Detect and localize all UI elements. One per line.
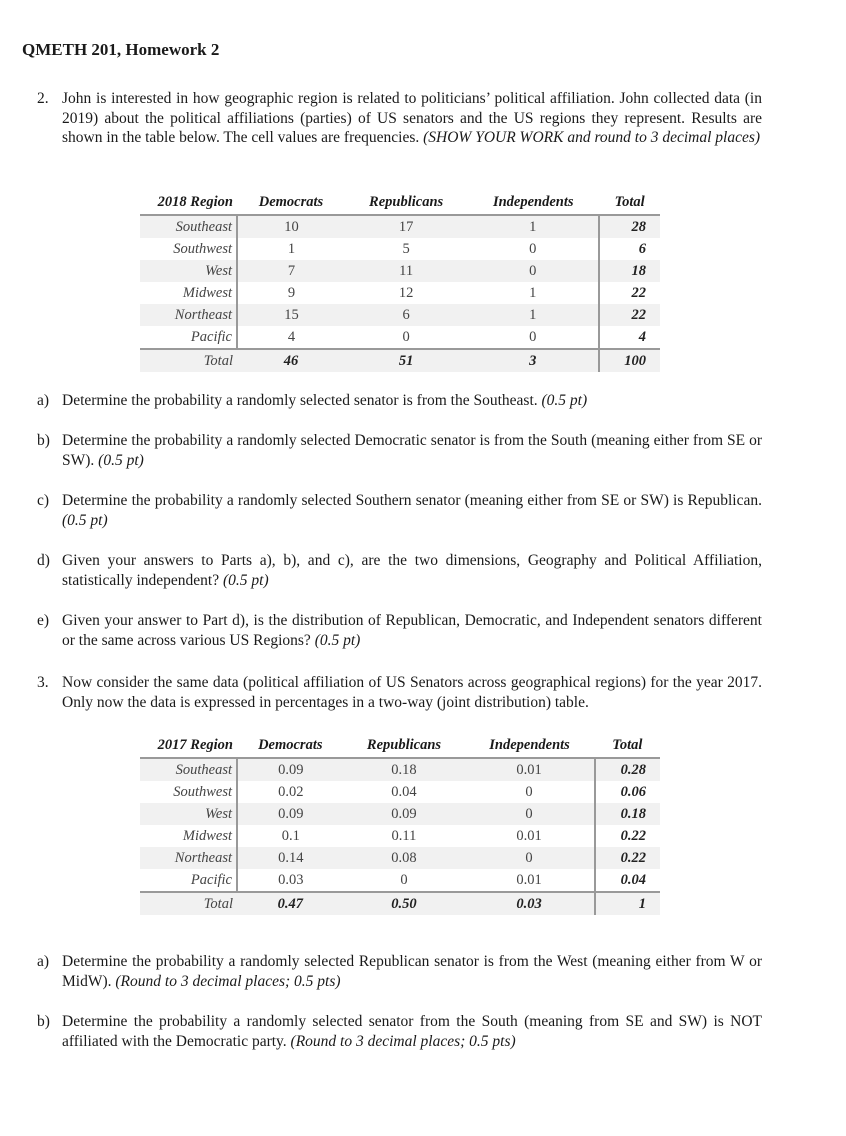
column-header: Republicans [345,190,467,215]
column-header: Independents [464,733,594,758]
row-total-cell: 22 [599,282,660,304]
sub-question-label: e) [37,612,50,629]
value-cell: 7 [237,260,345,282]
value-cell: 0 [400,871,408,888]
region-cell: Southeast [140,215,237,238]
question-text: John is interested in how geographic region is related to politicians’ political affiliation. John collected data (in 2019) about the political affiliations (parties) of US senators and the US regions they represent. Results are shown in the table below. The cell values are frequencies. [62,90,762,147]
table-row [140,825,660,847]
table-row [140,326,660,349]
sub-question-points: (Round to 3 decimal places; 0.5 pts) [290,1032,516,1050]
column-total-cell: 0.03 [464,892,594,915]
value-cell: 0.01 [464,758,594,781]
column-total-cell: 46 [237,349,345,372]
value-cell: 0 [525,783,533,800]
row-total-cell: 0.22 [595,825,660,847]
value-cell: 4 [287,328,296,345]
table-row [140,215,660,238]
region-cell: West [140,803,237,825]
value-cell: 0.01 [516,871,542,888]
sub-question-text: Determine the probability a randomly selected senator from the South (meaning from SE and SW) is NOT affiliated with the Democratic party. [62,1013,762,1050]
column-total-cell: 100 [599,349,660,372]
question-2 [37,89,762,148]
table-row [140,304,660,326]
sub-question-label: b) [37,1013,50,1030]
frequency-table-2018 [140,190,660,372]
page-title: QMETH 201, Homework 2 [22,40,220,59]
value-cell: 11 [345,260,467,282]
value-cell: 0 [529,240,537,257]
region-cell: West [140,260,237,282]
column-header: Democrats [237,733,344,758]
value-cell: 10 [237,215,345,238]
value-cell: 0 [464,803,594,825]
column-total-cell: 51 [345,349,467,372]
sub-question-points: (0.5 pt) [98,451,144,469]
sub-question-points: (0.5 pt) [314,631,361,649]
sub-question-text: Determine the probability a randomly selected Democratic senator is from the South (meaning either from SE or SW). [62,432,762,469]
column-total-cell: 3 [467,349,599,372]
value-cell: 0.1 [281,827,300,844]
row-total-cell: 28 [599,215,660,238]
total-row [140,349,660,372]
value-cell: 0.08 [344,847,465,869]
table-row [140,869,660,892]
sub-question-text: Given your answer to Part d), is the distribution of Republican, Democratic, and Independent senators different or the same across various US Regions? [62,612,762,649]
table-row [140,238,660,260]
sub-question [37,551,762,590]
value-cell: 0.02 [278,783,304,800]
total-label: Total [140,892,237,915]
table-header-row [140,733,660,758]
column-header: Democrats [237,190,345,215]
column-header: Total [599,190,660,215]
value-cell: 17 [345,215,467,238]
row-total-cell: 4 [599,326,660,349]
value-cell: 6 [345,304,467,326]
region-cell: Northeast [140,847,237,869]
column-header: 2017 Region [140,733,237,758]
question-text: Now consider the same data (political affiliation of US Senators across geographical regions) for the year 2017. Only now the data is expressed in percentages in a two-way (joint distribution) table. [62,674,762,711]
sub-question [37,611,762,650]
sub-question-text: Given your answers to Parts a), b), and c), are the two dimensions, Geography and Political Affiliation, statistically independent? [62,552,762,589]
sub-question [37,491,762,530]
value-cell: 0 [402,328,410,345]
sub-question-text: Determine the probability a randomly selected Southern senator (meaning either from SE or SW) is Republican. [62,492,762,509]
value-cell: 0.09 [237,758,344,781]
table-row [140,803,660,825]
region-cell: Southeast [140,758,237,781]
value-cell: 0.11 [391,827,417,844]
joint-distribution-table-2017 [140,733,660,915]
row-total-cell: 0.06 [595,781,660,803]
table-row [140,758,660,781]
value-cell: 1 [529,284,537,301]
value-cell: 0.09 [344,803,465,825]
column-header: Total [595,733,660,758]
question-number: 3. [37,674,49,691]
sub-question-points: (0.5 pt) [62,511,108,529]
value-cell: 5 [402,240,410,257]
table-row [140,260,660,282]
value-cell: 9 [287,284,296,301]
sub-question-points: (0.5 pt) [541,392,588,409]
value-cell: 0.18 [344,758,465,781]
value-cell: 0.14 [237,847,344,869]
region-cell: Midwest [140,825,237,847]
sub-question-text: Determine the probability a randomly selected senator is from the Southeast. [62,392,542,409]
row-total-cell: 0.04 [595,869,660,892]
question-note: (SHOW YOUR WORK and round to 3 decimal places) [423,129,761,147]
value-cell: 0.04 [391,783,417,800]
table-row [140,847,660,869]
table-header-row [140,190,660,215]
row-total-cell: 0.22 [595,847,660,869]
value-cell: 0 [529,328,537,345]
table-row [140,781,660,803]
column-header: Republicans [344,733,465,758]
sub-question [37,391,762,411]
column-header: 2018 Region [140,190,237,215]
total-row [140,892,660,915]
region-cell: Northeast [140,304,237,326]
sub-question-label: c) [37,492,50,509]
value-cell: 1 [287,240,296,257]
row-total-cell: 0.18 [595,803,660,825]
row-total-cell: 6 [599,238,660,260]
column-total-cell: 0.50 [344,892,465,915]
sub-question-label: a) [37,392,50,409]
column-total-cell: 0.47 [237,892,344,915]
value-cell: 0.09 [237,803,344,825]
region-cell: Midwest [140,282,237,304]
sub-question-points: (Round to 3 decimal places; 0.5 pts) [115,972,341,990]
value-cell: 1 [467,215,599,238]
value-cell: 1 [467,304,599,326]
region-cell: Pacific [140,869,237,892]
sub-question-label: b) [37,432,50,449]
region-cell: Southwest [140,781,237,803]
sub-question [37,431,762,470]
row-total-cell: 22 [599,304,660,326]
region-cell: Southwest [140,238,237,260]
column-total-cell: 1 [595,892,660,915]
table-row [140,282,660,304]
sub-question-label: d) [37,552,50,569]
sub-question [37,1012,762,1051]
row-total-cell: 0.28 [595,758,660,781]
value-cell: 12 [398,284,414,301]
question-number: 2. [37,90,49,107]
value-cell: 0 [467,260,599,282]
question-3 [37,673,762,712]
value-cell: 0 [464,847,594,869]
sub-question [37,952,762,991]
sub-question-label: a) [37,953,50,970]
total-label: Total [140,349,237,372]
value-cell: 0.03 [278,871,304,888]
column-header: Independents [467,190,599,215]
row-total-cell: 18 [599,260,660,282]
value-cell: 15 [237,304,345,326]
region-cell: Pacific [140,326,237,349]
sub-question-points: (0.5 pt) [222,571,269,589]
sub-question-text: Determine the probability a randomly selected Republican senator is from the West (meaning either from W or MidW). [62,953,762,990]
value-cell: 0.01 [516,827,542,844]
